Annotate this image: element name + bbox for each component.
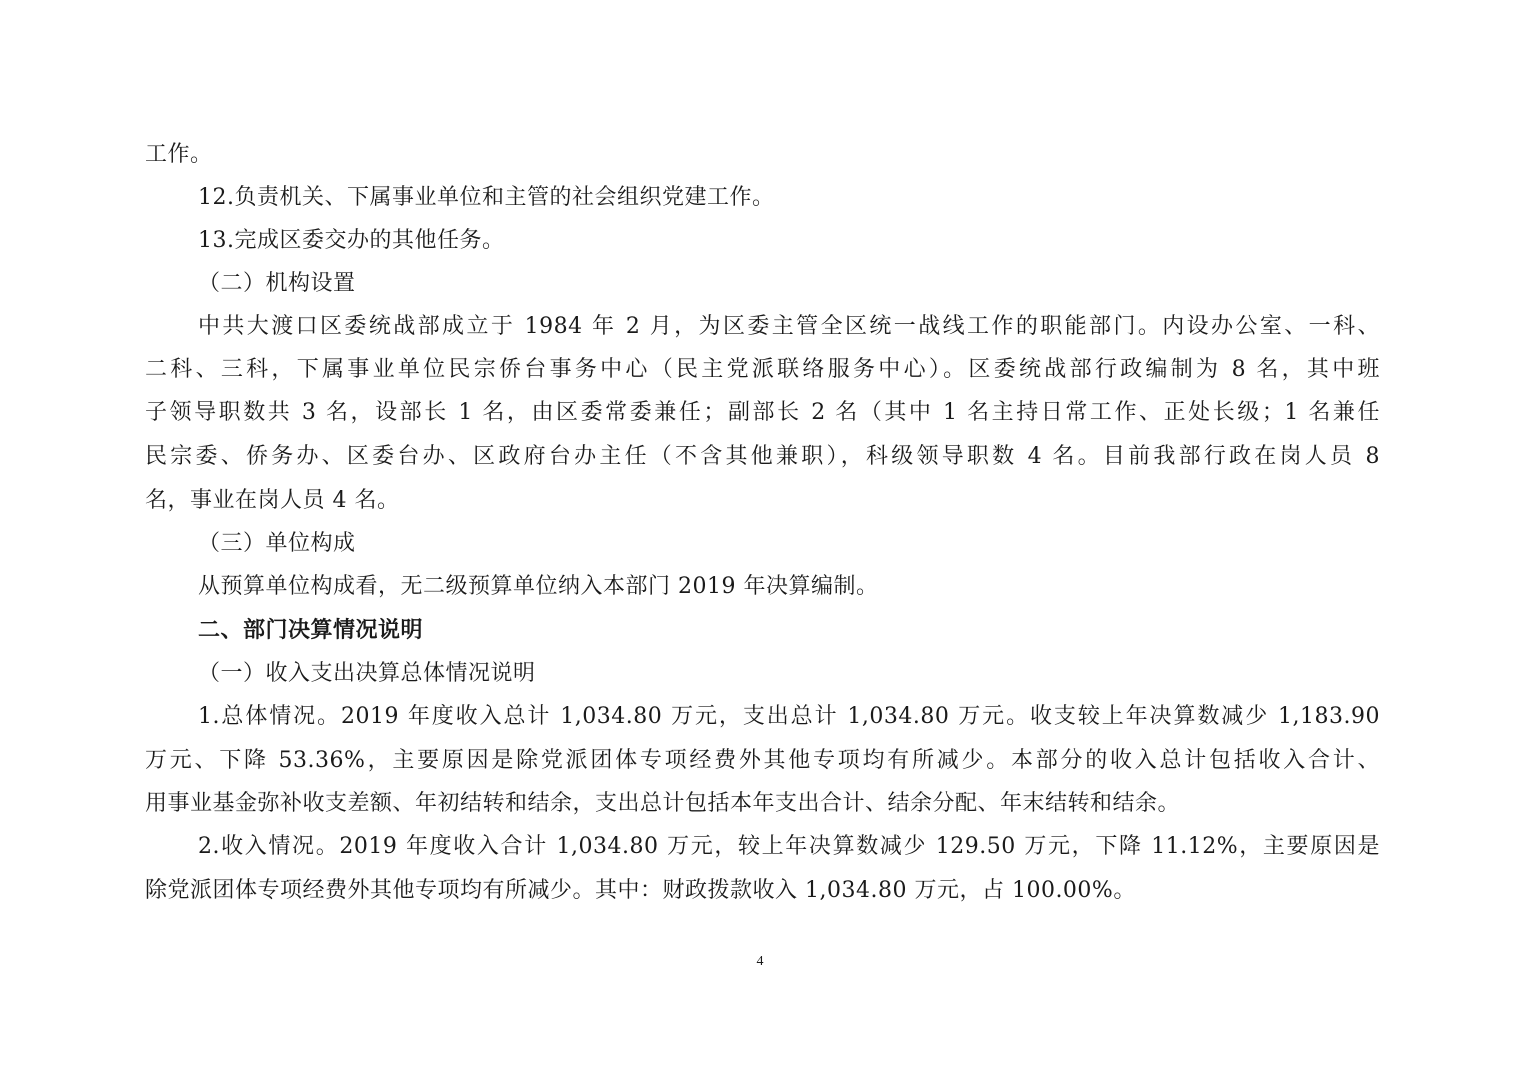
text-line: 子领导职数共 3 名，设部长 1 名，由区委常委兼任；副部长 2 名（其中 1 名主持日常工作、正处长级；1 名兼任 bbox=[145, 400, 1380, 425]
text-line: 13.完成区委交办的其他任务。 bbox=[198, 228, 505, 253]
text-line: 用事业基金弥补收支差额、年初结转和结余，支出总计包括本年支出合计、结余分配、年末结转和结余。 bbox=[145, 791, 1181, 816]
text-line: 万元、下降 53.36%，主要原因是除党派团体专项经费外其他专项均有所减少。本部分的收入总计包括收入合计、 bbox=[145, 748, 1380, 773]
text-line: 从预算单位构成看，无二级预算单位纳入本部门 2019 年决算编制。 bbox=[198, 574, 879, 599]
text-line: 名，事业在岗人员 4 名。 bbox=[145, 488, 400, 513]
section-heading: （三）单位构成 bbox=[198, 531, 356, 556]
section-heading: （一）收入支出决算总体情况说明 bbox=[198, 661, 536, 686]
text-line: 中共大渡口区委统战部成立于 1984 年 2 月，为区委主管全区统一战线工作的职能部门。内设办公室、一科、 bbox=[198, 314, 1380, 339]
page-number: 4 bbox=[756, 954, 764, 969]
text-line: 二科、三科，下属事业单位民宗侨台事务中心（民主党派联络服务中心）。区委统战部行政编制为 8 名，其中班 bbox=[145, 357, 1380, 382]
text-line: 除党派团体专项经费外其他专项均有所减少。其中：财政拨款收入 1,034.80 万元，占 100.00%。 bbox=[145, 878, 1136, 903]
text-line: 2.收入情况。2019 年度收入合计 1,034.80 万元，较上年决算数减少 129.50 万元，下降 11.12%，主要原因是 bbox=[198, 834, 1380, 859]
chapter-heading: 二、部门决算情况说明 bbox=[198, 618, 424, 643]
text-line: 1.总体情况。2019 年度收入总计 1,034.80 万元，支出总计 1,034.80 万元。收支较上年决算数减少 1,183.90 bbox=[198, 704, 1380, 729]
text-line: 12.负责机关、下属事业单位和主管的社会组织党建工作。 bbox=[198, 185, 775, 210]
section-heading: （二）机构设置 bbox=[198, 271, 356, 296]
text-line: 工作。 bbox=[145, 142, 213, 167]
text-line: 民宗委、侨务办、区委台办、区政府台办主任（不含其他兼职），科级领导职数 4 名。目前我部行政在岗人员 8 bbox=[145, 444, 1380, 469]
